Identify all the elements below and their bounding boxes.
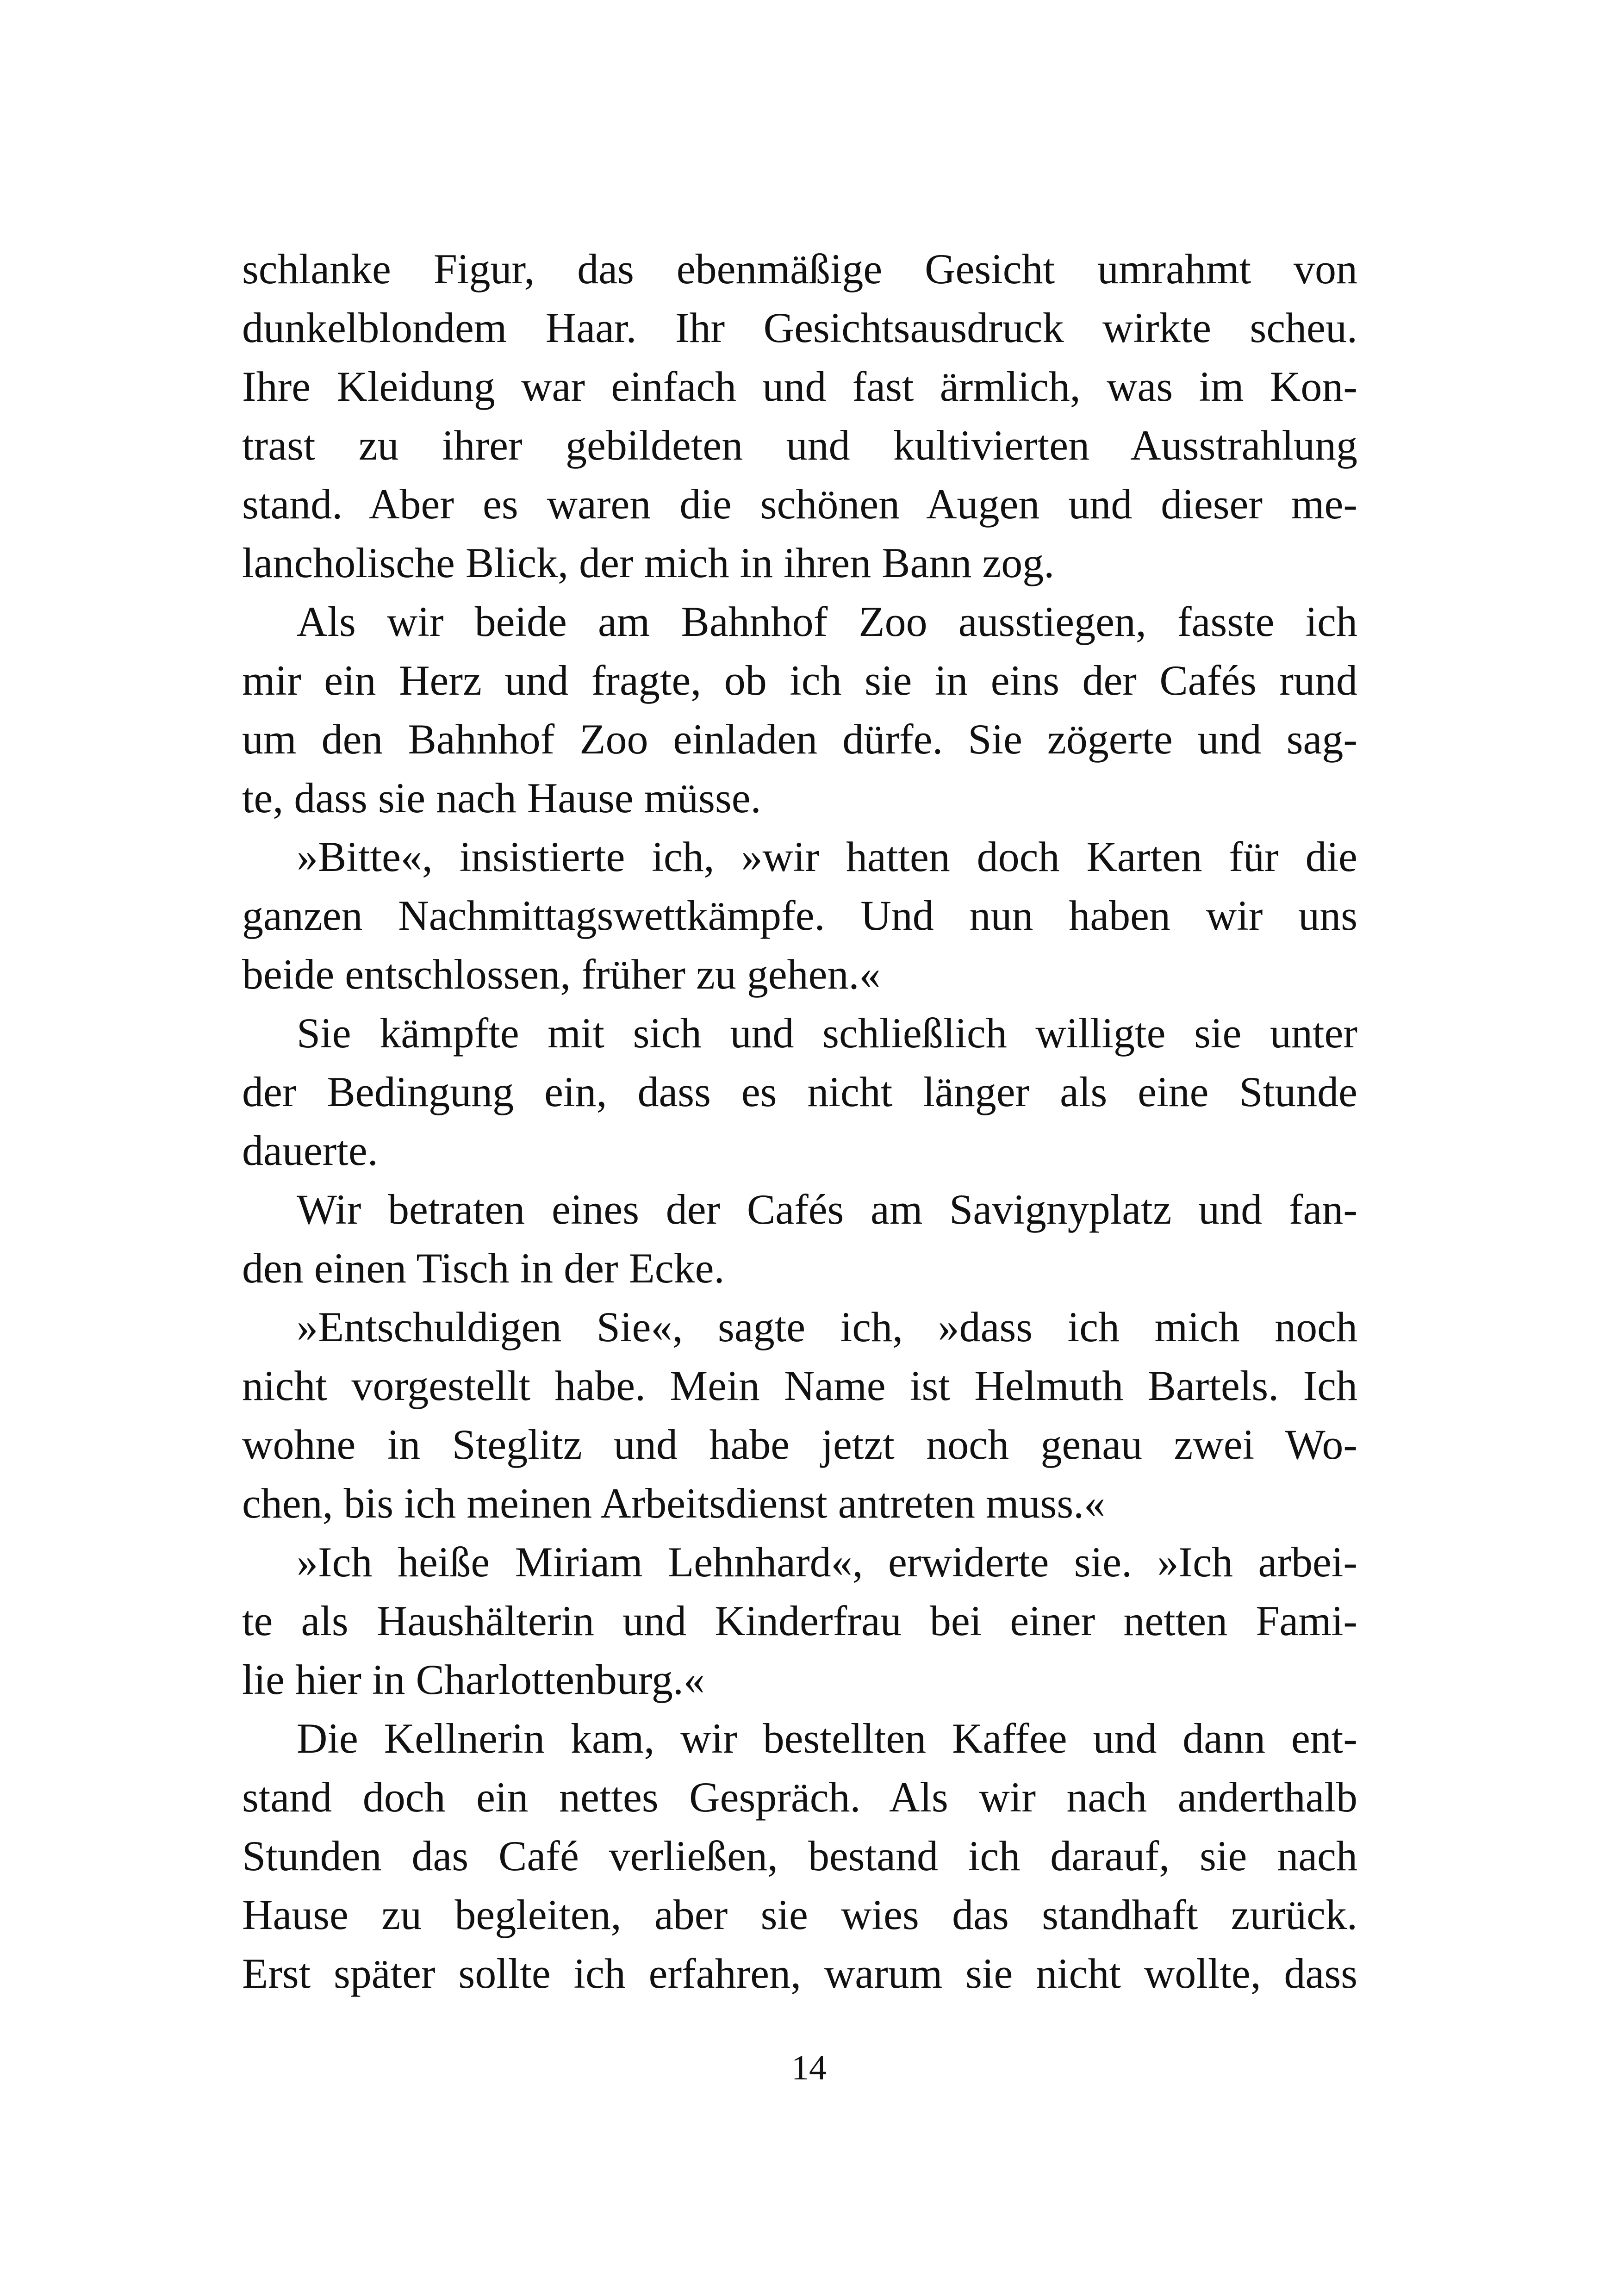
text-line: Stunden das Café verließen, bestand ich darauf, sie nach: [242, 1832, 1357, 1879]
paragraph-first-line: Wir betraten eines der Cafés am Savignyplatz und fan-: [297, 1186, 1357, 1233]
text-line: den einen Tisch in der Ecke.: [242, 1244, 725, 1292]
paragraph-first-line: »Bitte«, insistierte ich, »wir hatten doch Karten für die: [297, 833, 1357, 880]
text-line: mir ein Herz und fragte, ob ich sie in eins der Cafés rund: [242, 657, 1357, 704]
text-line: te als Haushälterin und Kinderfrau bei einer netten Fami-: [242, 1597, 1357, 1644]
text-line: Ihre Kleidung war einfach und fast ärmlich, was im Kon-: [242, 363, 1357, 410]
paragraph-first-line: »Ich heiße Miriam Lehnhard«, erwiderte sie. »Ich arbei-: [297, 1538, 1357, 1586]
page-number: 14: [791, 2048, 827, 2087]
paragraph-first-line: Als wir beide am Bahnhof Zoo ausstiegen, fasste ich: [297, 598, 1357, 645]
text-line: um den Bahnhof Zoo einladen dürfe. Sie zögerte und sag-: [242, 716, 1357, 763]
text-line: wohne in Steglitz und habe jetzt noch genau zwei Wo-: [242, 1421, 1357, 1468]
text-line: trast zu ihrer gebildeten und kultivierten Ausstrahlung: [242, 422, 1357, 469]
text-line: Hause zu begleiten, aber sie wies das standhaft zurück.: [242, 1891, 1357, 1938]
paragraph-first-line: Sie kämpfte mit sich und schließlich willigte sie unter: [297, 1009, 1357, 1057]
paragraph-first-line: Die Kellnerin kam, wir bestellten Kaffee und dann ent-: [297, 1715, 1357, 1762]
text-line: dauerte.: [242, 1127, 378, 1174]
text-line: te, dass sie nach Hause müsse.: [242, 774, 761, 821]
text-line: ganzen Nachmittagswettkämpfe. Und nun haben wir uns: [242, 892, 1357, 939]
text-line: der Bedingung ein, dass es nicht länger als eine Stunde: [242, 1068, 1357, 1115]
text-line: stand. Aber es waren die schönen Augen und dieser me-: [242, 480, 1357, 528]
text-line: chen, bis ich meinen Arbeitsdienst antreten muss.«: [242, 1480, 1106, 1527]
text-line: beide entschlossen, früher zu gehen.«: [242, 951, 881, 998]
text-line: dunkelblondem Haar. Ihr Gesichtsausdruck wirkte scheu.: [242, 304, 1357, 351]
text-line: stand doch ein nettes Gespräch. Als wir nach anderthalb: [242, 1773, 1357, 1821]
text-line: lie hier in Charlottenburg.«: [242, 1656, 705, 1703]
text-line: nicht vorgestellt habe. Mein Name ist Helmuth Bartels. Ich: [242, 1362, 1357, 1409]
body-text: [242, 240, 1357, 2003]
text-line: Erst später sollte ich erfahren, warum sie nicht wollte, dass: [242, 1950, 1357, 1997]
text-line: schlanke Figur, das ebenmäßige Gesicht umrahmt von: [242, 245, 1357, 292]
paragraph-first-line: »Entschuldigen Sie«, sagte ich, »dass ich mich noch: [297, 1303, 1357, 1350]
text-line: lancholische Blick, der mich in ihren Bann zog.: [242, 539, 1055, 586]
